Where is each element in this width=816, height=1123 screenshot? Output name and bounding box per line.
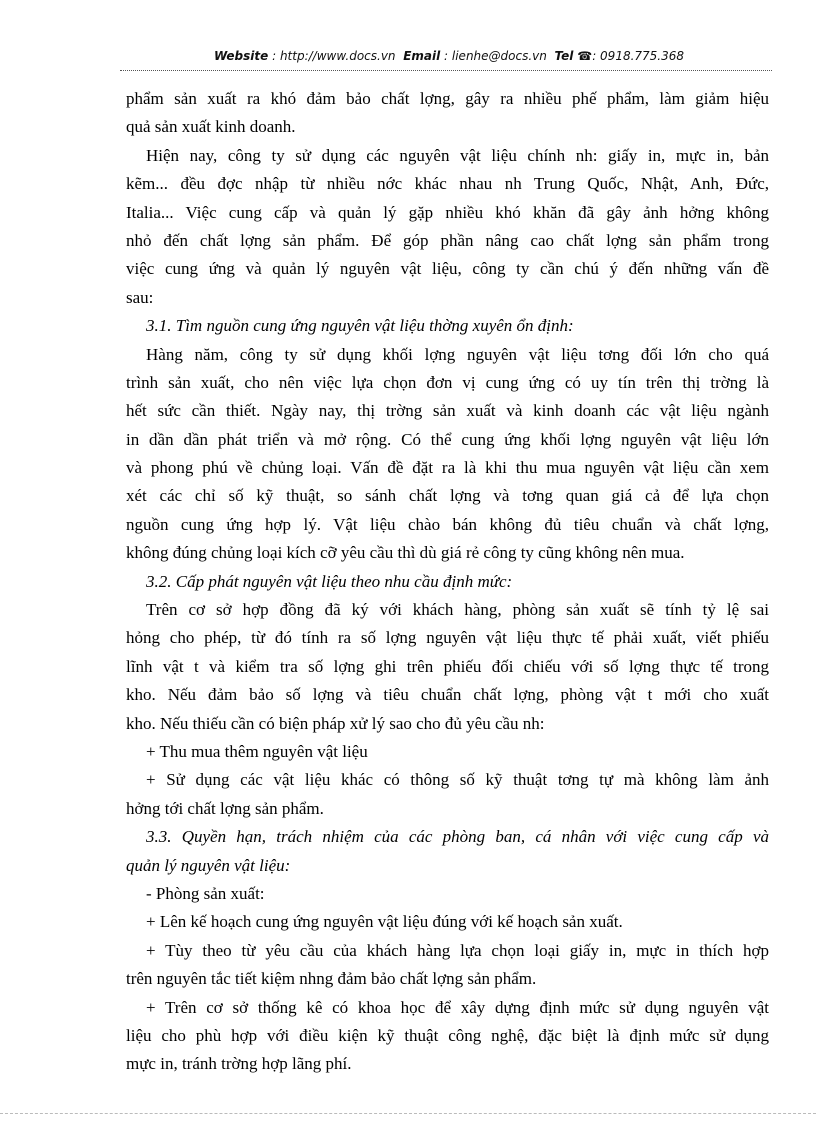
- paragraph-line: hởng tới chất lợng sản phẩm.: [126, 798, 324, 818]
- paragraph-line: - Phòng sản xuất:: [146, 883, 265, 903]
- section-heading-line: 3.1. Tìm nguồn cung ứng nguyên vật liệu thờng xuyên ổn định:: [146, 316, 574, 336]
- paragraph-line: in dần dần phát triển và mở rộng. Có thể cung ứng khối lợng nguyên vật liệu lớn: [126, 429, 769, 449]
- section-heading-line: quản lý nguyên vật liệu:: [126, 855, 291, 875]
- document-body: [126, 85, 769, 1079]
- paragraph-line: hỏng cho phép, từ đó tính ra số lợng nguyên vật liệu thực tế phải xuất, viết phiếu: [126, 628, 769, 648]
- paragraph-line: sau:: [126, 287, 154, 307]
- paragraph-line: kẽm... đều đợc nhập từ nhiều nớc khác nhau nh Trung Quốc, Nhật, Anh, Đức,: [126, 174, 769, 194]
- paragraph-line: mực in, tránh trờng hợp lãng phí.: [126, 1054, 352, 1074]
- paragraph-line: nguồn cung ứng hợp lý. Vật liệu chào bán không đủ tiêu chuẩn và chất lợng,: [126, 514, 769, 534]
- email-separator: :: [440, 49, 452, 63]
- website-separator: :: [268, 49, 280, 63]
- email-label: Email: [403, 49, 441, 63]
- section-heading-line: 3.2. Cấp phát nguyên vật liệu theo nhu cầu định mức:: [146, 571, 513, 591]
- phone-number: : 0918.775.368: [592, 49, 685, 63]
- paragraph-line: + Trên cơ sở thống kê có khoa học để xây dựng định mức sử dụng nguyên vật: [146, 997, 769, 1017]
- paragraph-line: và phong phú về chủng loại. Vấn đề đặt ra là khi thu mua nguyên vật liệu cần xem: [126, 458, 769, 478]
- website-url[interactable]: http://www.docs.vn: [279, 49, 396, 63]
- phone-icon: ☎: [577, 49, 593, 63]
- email-address[interactable]: lienhe@docs.vn: [451, 49, 547, 63]
- section-heading-line: 3.3. Quyền hạn, trách nhiệm của các phòng ban, cá nhân với việc cung cấp và: [146, 827, 769, 847]
- paragraph-line: xét các chỉ số kỹ thuật, so sánh chất lợng và tơng quan giá cả để lựa chọn: [126, 486, 769, 506]
- paragraph-line: hết sức cần thiết. Ngày nay, thị trờng sản xuất và kinh doanh các vật liệu ngành: [126, 401, 769, 421]
- paragraph-line: lĩnh vật t và kiểm tra số lợng ghi trên phiếu đối chiếu với số lợng thực tế trong: [126, 656, 769, 676]
- paragraph-line: kho. Nếu đảm bảo số lợng và tiêu chuẩn chất lợng, phòng vật t mới cho xuất: [126, 685, 769, 705]
- paragraph-line: Hiện nay, công ty sử dụng các nguyên vật liệu chính nh: giấy in, mực in, bản: [146, 145, 769, 165]
- paragraph-line: nhỏ đến chất lợng sản phẩm. Để góp phần nâng cao chất lợng sản phẩm trong: [126, 230, 769, 250]
- footer-divider: [0, 1113, 816, 1114]
- paragraph-line: + Lên kế hoạch cung ứng nguyên vật liệu đúng với kế hoạch sản xuất.: [146, 912, 623, 932]
- paragraph-line: phẩm sản xuất ra khó đảm bảo chất lợng, gây ra nhiều phế phẩm, làm giảm hiệu: [126, 89, 769, 108]
- paragraph-line: + Tùy theo từ yêu cầu của khách hàng lựa chọn loại giấy in, mực in thích hợp: [146, 940, 769, 960]
- paragraph-line: + Sử dụng các vật liệu khác có thông số kỹ thuật tơng tự mà không làm ảnh: [146, 770, 769, 790]
- paragraph-line: Trên cơ sở hợp đồng đã ký với khách hàng, phòng sản xuất sẽ tính tỷ lệ sai: [146, 600, 769, 620]
- website-label: Website: [213, 49, 269, 63]
- paragraph-line: + Thu mua thêm nguyên vật liệu: [146, 741, 368, 761]
- header-divider: [120, 70, 772, 71]
- paragraph-line: không đúng chủng loại kích cỡ yêu cầu thì dù giá rẻ công ty cũng không nên mua.: [126, 543, 685, 563]
- paragraph-line: Hàng năm, công ty sử dụng khối lợng nguyên vật liệu tơng đối lớn cho quá: [146, 344, 769, 364]
- paragraph-line: quả sản xuất kinh doanh.: [126, 117, 296, 137]
- paragraph-line: trình sản xuất, cho nên việc lựa chọn đơn vị cung ứng có uy tín trên thị trờng là: [126, 372, 769, 392]
- paragraph-line: việc cung ứng và quản lý nguyên vật liệu, công ty cần chú ý đến những vấn đề: [126, 259, 769, 279]
- paragraph-line: Italia... Việc cung cấp và quản lý gặp nhiều khó khăn đã gây ảnh hởng không: [126, 202, 769, 222]
- paragraph-line: kho. Nếu thiếu cần có biện pháp xử lý sao cho đủ yêu cầu nh:: [126, 713, 545, 733]
- paragraph-line: trên nguyên tắc tiết kiệm nhng đảm bảo chất lợng sản phẩm.: [126, 969, 537, 989]
- tel-label: Tel: [554, 49, 574, 63]
- paragraph-line: liệu cho phù hợp với điều kiện kỹ thuật công nghệ, đặc biệt là định mức sử dụng: [126, 1025, 769, 1045]
- page-header: [126, 49, 772, 63]
